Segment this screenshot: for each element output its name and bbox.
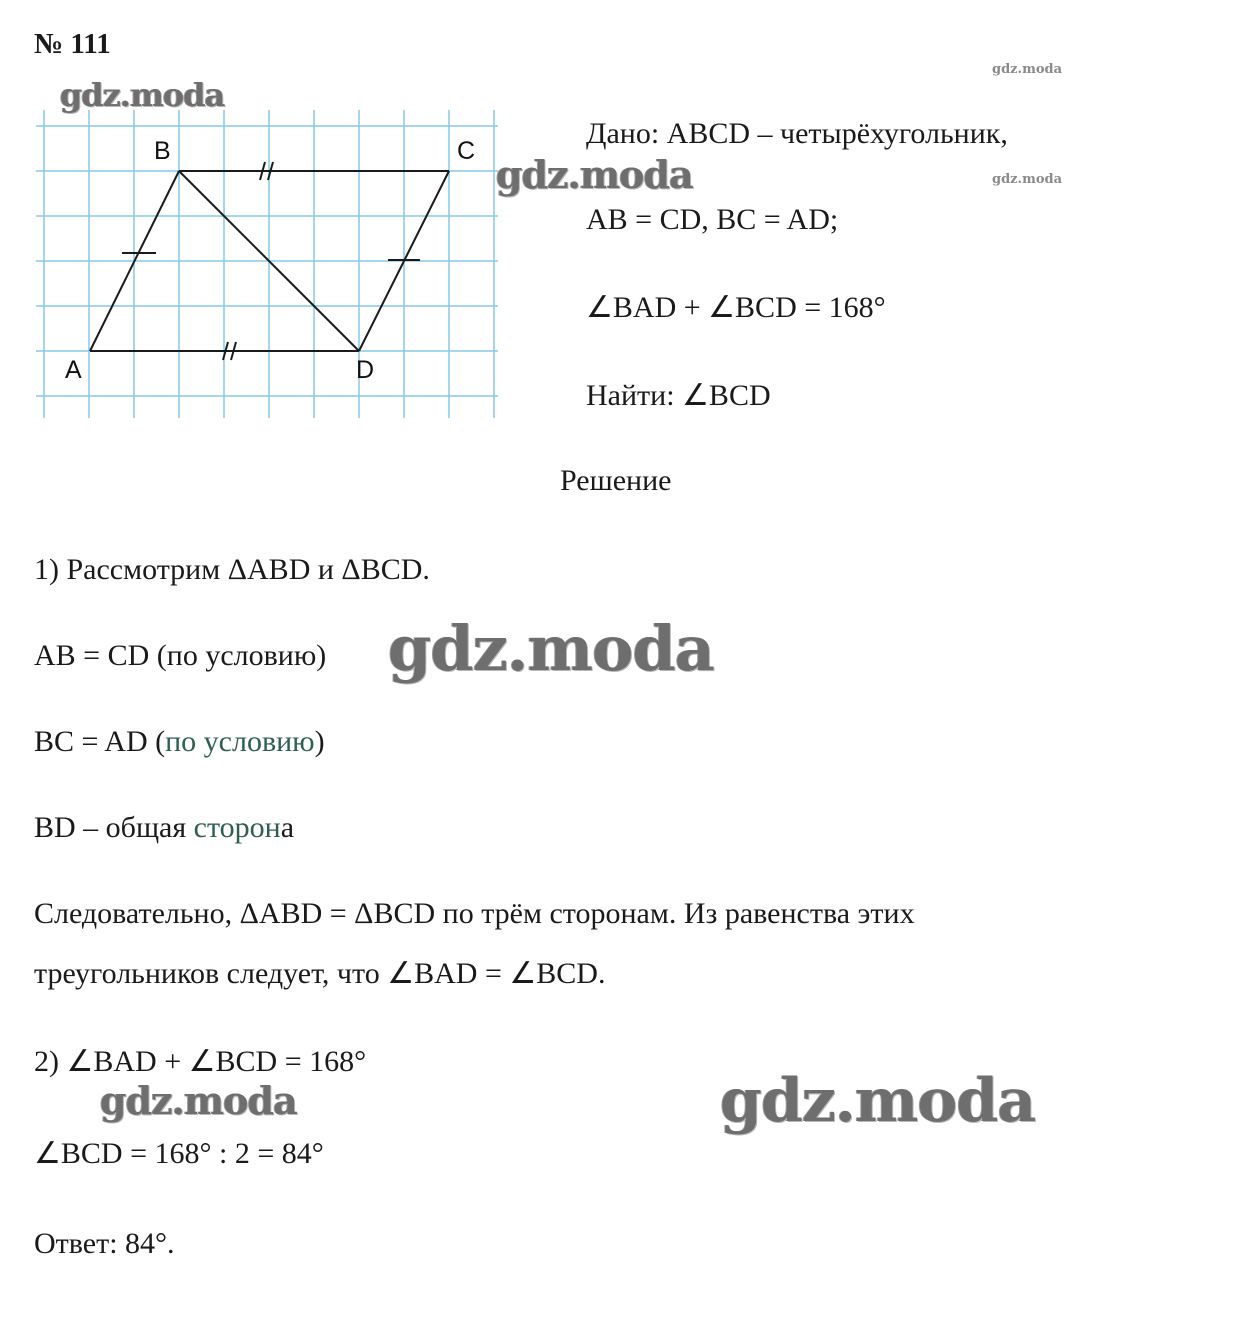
grid — [36, 110, 498, 418]
watermark: gdz.moda — [100, 1078, 297, 1123]
given-line-2: AB = CD, BC = AD; — [586, 203, 839, 236]
given-line-1: Дано: ABCD – четырёхугольник, — [586, 117, 1008, 150]
given-line-3: ∠BAD + ∠BCD = 168° — [586, 291, 886, 324]
watermark: gdz.moda — [992, 62, 1063, 77]
watermark: gdz.moda — [992, 172, 1063, 187]
step1-bd-part: BD – общая — [34, 811, 194, 844]
watermark: gdz.moda — [496, 152, 693, 197]
step1-bd-part: сторон — [193, 811, 281, 844]
step2-line-2: ∠BCD = 168° : 2 = 84° — [34, 1137, 324, 1170]
watermark: gdz.moda — [60, 76, 225, 114]
step1-bc-ad-part: ) — [314, 725, 325, 758]
point-label-d: D — [356, 356, 375, 384]
point-label-b: B — [154, 137, 171, 165]
step1-ab-cd: AB = CD (по условию) — [34, 639, 327, 672]
point-label-a: A — [65, 356, 82, 384]
solution-heading: Решение — [560, 464, 672, 497]
watermark: gdz.moda — [388, 612, 714, 685]
conclusion-line-2: треугольников следует, что ∠BAD = ∠BCD. — [34, 957, 606, 990]
step2-line-1: 2) ∠BAD + ∠BCD = 168° — [34, 1045, 367, 1078]
step1-bc-ad-part: по условию — [165, 725, 315, 758]
step1-bd-part: а — [280, 811, 295, 844]
watermark: gdz.moda — [720, 1066, 1036, 1136]
quadrilateral-figure — [36, 110, 498, 418]
step1-bc-ad — [34, 724, 325, 760]
point-label-c: C — [457, 137, 476, 165]
step1-bc-ad-part: BC = AD ( — [34, 725, 166, 758]
answer: Ответ: 84°. — [34, 1227, 175, 1260]
conclusion-line-1: Следовательно, ΔABD = ΔBCD по трём сторонам. Из равенства этих — [34, 897, 915, 930]
find-line: Найти: ∠BCD — [586, 379, 771, 412]
problem-number: № 111 — [34, 28, 111, 60]
step1-intro: 1) Рассмотрим ΔABD и ΔBCD. — [34, 553, 430, 586]
step1-bd-common — [34, 810, 294, 846]
